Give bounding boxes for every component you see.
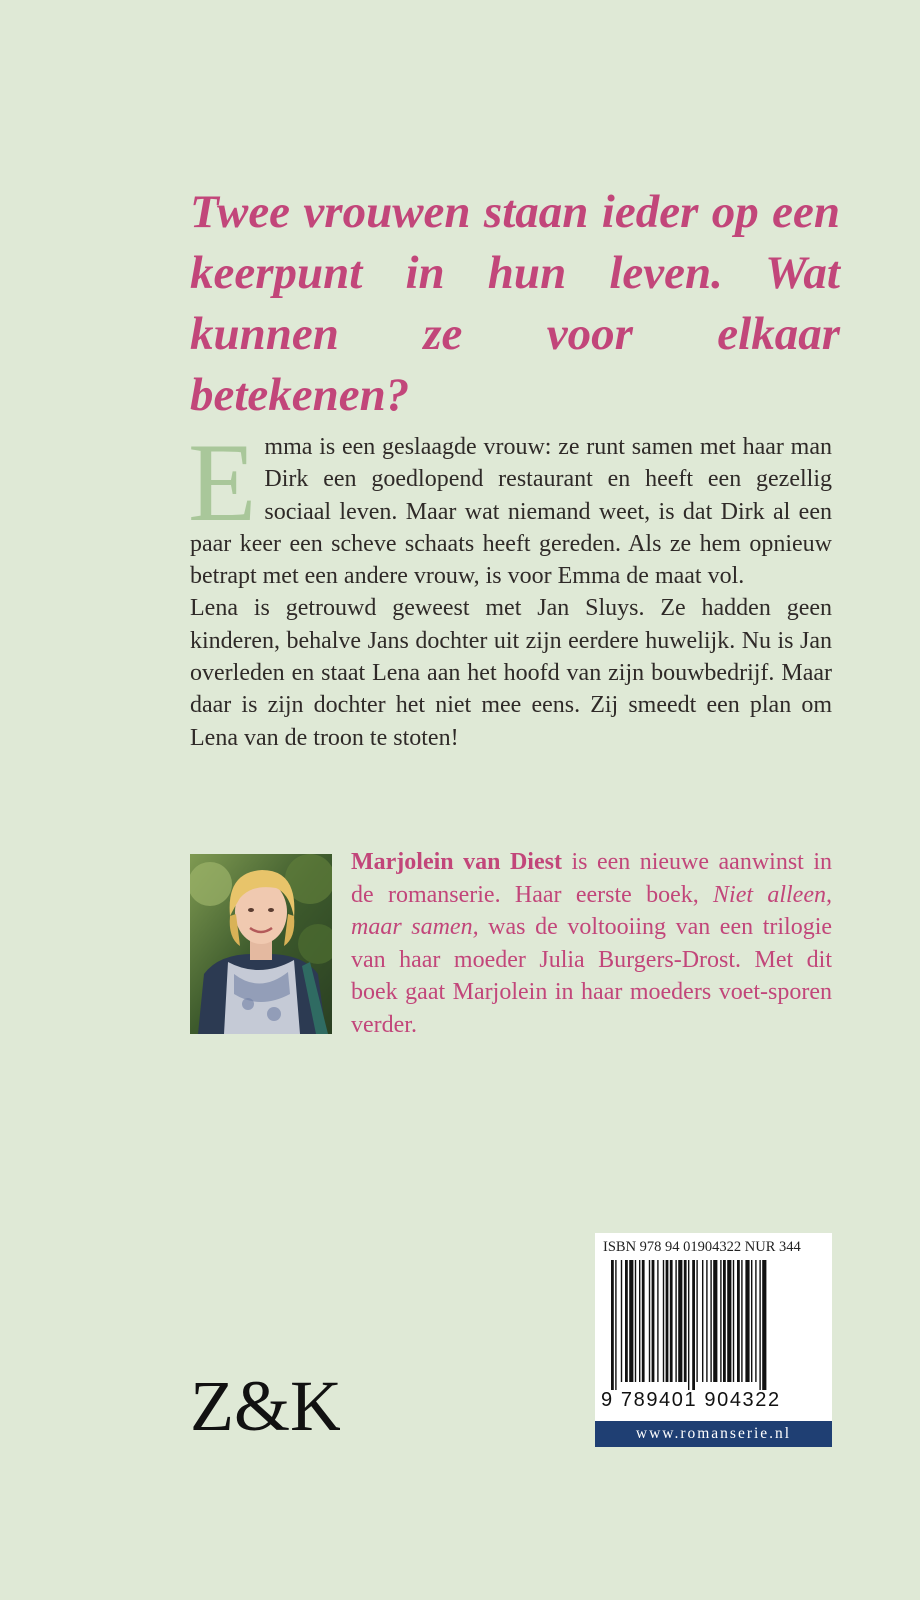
barcode-bar xyxy=(621,1260,622,1382)
tagline-line: Twee vrouwen staan ieder op een xyxy=(190,186,840,238)
barcode-bar xyxy=(762,1260,766,1390)
barcode-bar xyxy=(713,1260,717,1382)
barcode-bar xyxy=(759,1260,760,1390)
barcode-bar xyxy=(727,1260,731,1382)
barcode-bar xyxy=(639,1260,640,1382)
website-label: www.romanserie.nl xyxy=(635,1425,792,1442)
author-bio-text: is een nieuwe aanwinst in de romanserie. Haar eerste boek, xyxy=(351,849,832,908)
barcode-bar xyxy=(737,1260,740,1382)
barcode-bar xyxy=(649,1260,650,1382)
isbn-label: ISBN 978 94 01904322 NUR 344 xyxy=(603,1239,801,1255)
barcode-bar xyxy=(629,1260,633,1382)
barcode-panel xyxy=(595,1233,832,1447)
barcode-bar xyxy=(642,1260,645,1382)
barcode-bar xyxy=(615,1260,616,1390)
barcode-bar xyxy=(692,1260,695,1390)
barcode-bar xyxy=(663,1260,664,1382)
barcode-bar xyxy=(635,1260,636,1382)
barcode-icon xyxy=(601,1260,827,1390)
barcode-bar xyxy=(696,1260,697,1382)
barcode-bar xyxy=(751,1260,752,1382)
barcode-bar xyxy=(741,1260,742,1382)
barcode-bar xyxy=(666,1260,669,1382)
barcode-bar xyxy=(684,1260,687,1382)
blurb-paragraph-emma xyxy=(188,421,832,592)
barcode-number: 9 789401 904322 xyxy=(601,1389,781,1411)
blurb xyxy=(188,421,832,754)
tagline-line: keerpunt in hun leven. Wat xyxy=(190,247,840,299)
author-bio xyxy=(351,846,832,1041)
website-strip xyxy=(595,1421,832,1447)
author-name: Marjolein van Diest xyxy=(351,849,562,875)
barcode-bar xyxy=(625,1260,628,1382)
tagline-line: kunnen ze voor elkaar betekenen? xyxy=(190,308,840,421)
barcode-bar xyxy=(733,1260,734,1382)
barcode-bar xyxy=(702,1260,703,1382)
barcode-bar xyxy=(755,1260,756,1382)
drop-cap: E xyxy=(188,421,257,545)
tagline xyxy=(190,182,840,426)
barcode-bar xyxy=(688,1260,689,1390)
author-bio-text: was de voltooiing van een trilogie van haar moeder Julia Burgers-Drost. Met dit boek gaat Marjolein in haar moeders voet-sporen verder. xyxy=(351,914,833,1038)
blurb-emma-text: mma is een geslaagde vrouw: ze runt samen met haar man Dirk een goedlopend restaurant en heeft een gezellig sociaal leven. Maar wat niemand weet, is dat Dirk al een paar keer een scheve schaats heeft gereden. Als ze hem opnieuw betrapt met een andere vrouw, is voor Emma de maat vol. xyxy=(190,434,832,590)
previous-book-title: Niet alleen, maar samen, xyxy=(351,881,832,940)
blurb-paragraph-lena: Lena is getrouwd geweest met Jan Sluys. Ze hadden geen kinderen, behalve Jans dochter uit zijn eerdere huwelijk. Nu is Jan overleden en staat Lena aan het hoofd van zijn bouwbedrijf. Maar daar is zijn dochter het niet mee eens. Zij smeedt een plan om Lena van de troon te stoten! xyxy=(190,595,832,751)
barcode-bar xyxy=(710,1260,711,1382)
barcode-bar xyxy=(652,1260,655,1382)
author-photo xyxy=(190,854,332,1034)
publisher-logo-text: Z&K xyxy=(190,1368,340,1446)
barcode-bar xyxy=(723,1260,726,1382)
barcode-bar xyxy=(611,1260,614,1390)
barcode-bar xyxy=(745,1260,749,1382)
barcode-bar xyxy=(670,1260,673,1382)
author-section xyxy=(190,849,833,1038)
publisher-logo xyxy=(190,1368,340,1448)
barcode-bar xyxy=(720,1260,721,1382)
barcode-bar xyxy=(706,1260,707,1382)
barcode-bar xyxy=(657,1260,658,1382)
barcode-bar xyxy=(675,1260,676,1382)
barcode-bar xyxy=(678,1260,682,1382)
